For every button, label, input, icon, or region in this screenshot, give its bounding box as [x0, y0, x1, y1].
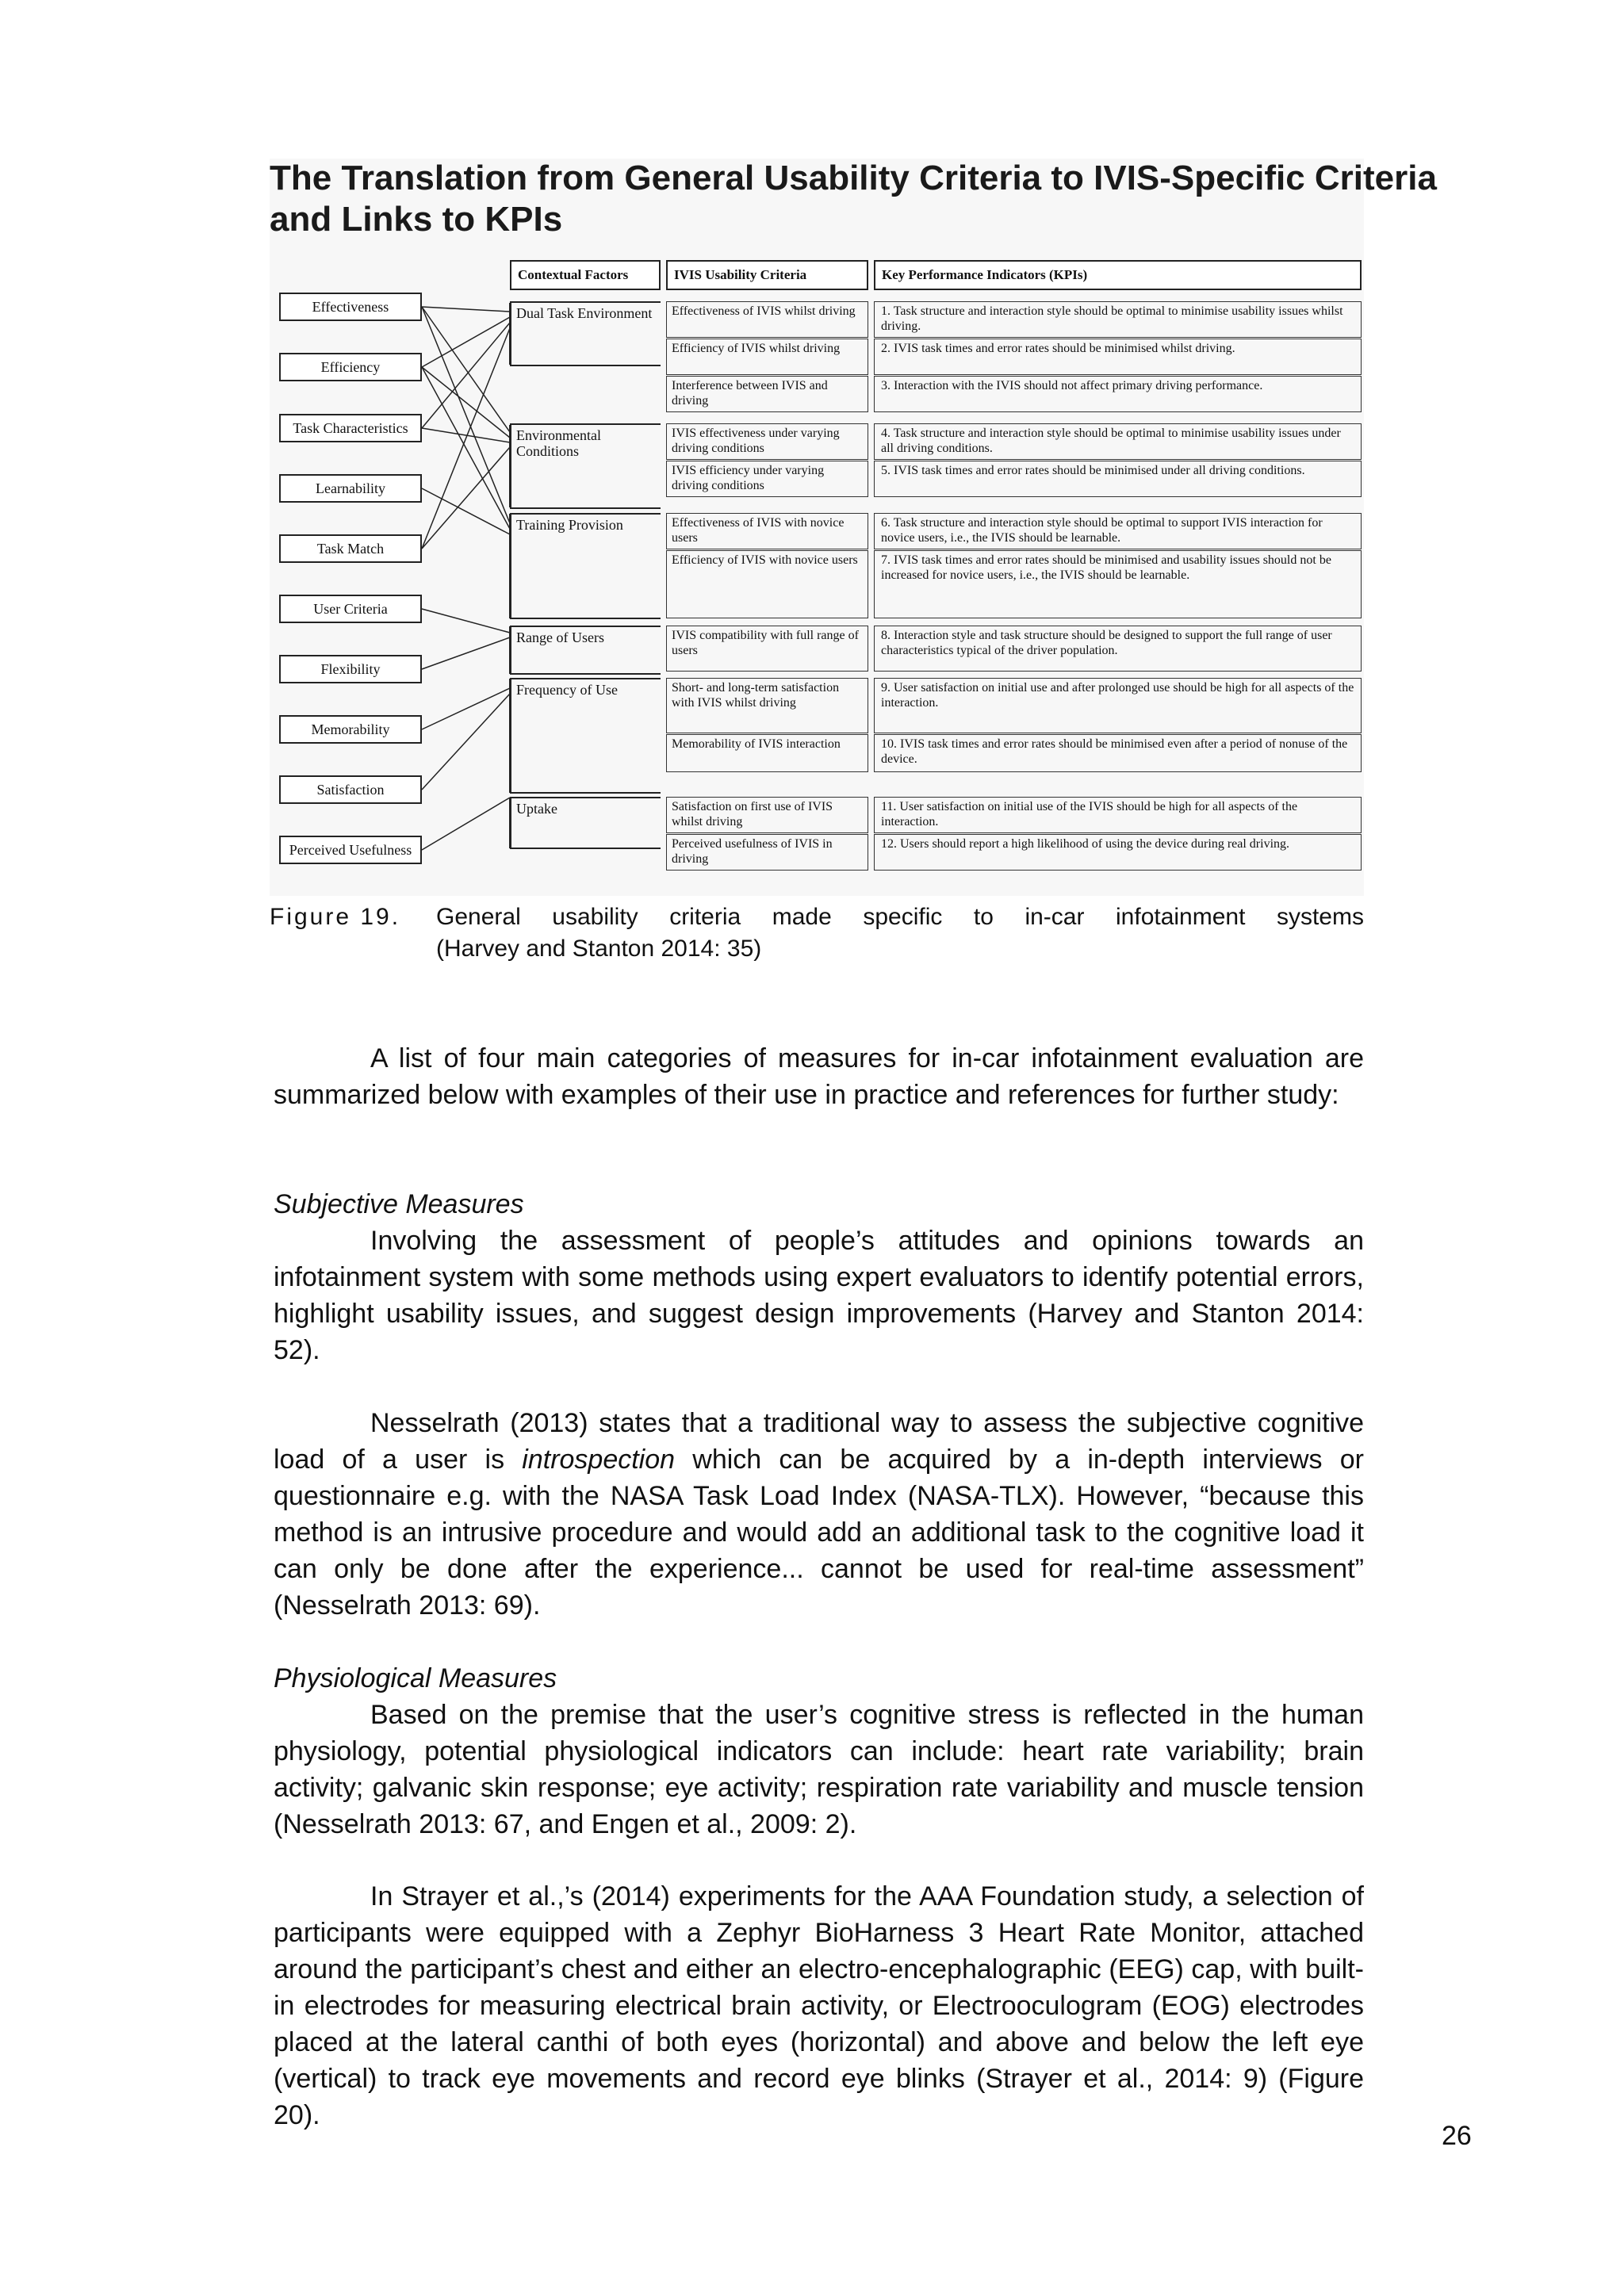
- ivis-criterion: Memorability of IVIS interaction: [666, 734, 868, 772]
- connector-line: [422, 307, 510, 432]
- criterion-flexibility: Flexibility: [279, 655, 422, 683]
- header-contextual-factors: Contextual Factors: [510, 260, 661, 290]
- criterion-effectiveness: Effectiveness: [279, 293, 422, 321]
- ivis-criterion: Efficiency of IVIS with novice users: [666, 550, 868, 618]
- criterion-satisfaction: Satisfaction: [279, 775, 422, 804]
- kpi-item: 10. IVIS task times and error rates should be minimised even after a period of nonuse of the device.: [874, 734, 1362, 772]
- connector-line: [422, 637, 510, 669]
- kpi-item: 11. User satisfaction on initial use of the IVIS should be high for all aspects of the interaction.: [874, 797, 1362, 833]
- page-number: 26: [1442, 2121, 1472, 2151]
- subjective-paragraph-2: [274, 1405, 1364, 1624]
- context-frequency-of-use: Frequency of Use: [510, 678, 661, 794]
- ivis-criterion: Satisfaction on first use of IVIS whilst driving: [666, 797, 868, 833]
- context-environmental-conditions: Environmental Conditions: [510, 423, 661, 509]
- criterion-task-match: Task Match: [279, 534, 422, 563]
- criterion-learnability: Learnability: [279, 474, 422, 503]
- kpi-item: 1. Task structure and interaction style should be optimal to minimise usability issues whilst driving.: [874, 301, 1362, 338]
- ivis-criterion: Efficiency of IVIS whilst driving: [666, 339, 868, 375]
- kpi-item: 4. Task structure and interaction style should be optimal to minimise usability issues under all driving conditions.: [874, 423, 1362, 460]
- physiological-paragraph-2: In Strayer et al.,’s (2014) experiments for the AAA Foundation study, a selection of participants were equipped with a Zephyr BioHarness 3 Heart Rate Monitor, attached around the participant’s chest and either an electro-encephalographic (EEG) cap, with built-in electrodes for measuring electrical brain activity, or Electrooculogram (EOG) electrodes placed at the lateral canthi of both eyes (horizontal) and above and below the left eye (vertical) to track eye movements and record eye blinks (Strayer et al., 2014: 9) (Figure 20).: [274, 1881, 1364, 2130]
- ivis-criterion: IVIS compatibility with full range of users: [666, 626, 868, 672]
- connector-line: [422, 367, 510, 529]
- subjective-paragraph-1: Involving the assessment of people’s attitudes and opinions towards an infotainment system with some methods using expert evaluators to identify potential errors, highlight usability issues, and suggest design improvements (Harvey and Stanton 2014: 52).: [274, 1226, 1364, 1365]
- connector-line: [422, 328, 510, 549]
- kpi-item: 2. IVIS task times and error rates should be minimised whilst driving.: [874, 339, 1362, 375]
- ivis-criterion: Interference between IVIS and driving: [666, 376, 868, 412]
- criterion-efficiency: Efficiency: [279, 353, 422, 381]
- kpi-item: 6. Task structure and interaction style should be optimal to support IVIS interaction for novice users, i.e., the IVIS should be learnable.: [874, 513, 1362, 549]
- header-kpis: Key Performance Indicators (KPIs): [874, 260, 1362, 290]
- physiological-paragraph-1: Based on the premise that the user’s cognitive stress is reflected in the human physiology, potential physiological indicators can include: heart rate variability; brain activity; galvanic skin response; eye activity; respiration rate variability and muscle tension (Nesselrath 2013: 67, and Engen et al., 2009: 2).: [274, 1700, 1364, 1839]
- figure-number: Figure 19.: [270, 904, 401, 930]
- criterion-user-criteria: User Criteria: [279, 595, 422, 623]
- connector-line: [422, 694, 510, 790]
- context-range-of-users: Range of Users: [510, 626, 661, 675]
- figure-19: [270, 159, 1437, 896]
- connector-line: [422, 447, 510, 549]
- subjective-p2-italic: introspection: [522, 1445, 676, 1475]
- caption-line-1: General usability criteria made specific to in-car infotainment systems: [436, 904, 1364, 930]
- context-uptake: Uptake: [510, 797, 661, 849]
- ivis-criterion: IVIS efficiency under varying driving conditions: [666, 461, 868, 497]
- kpi-item: 12. Users should report a high likelihood of using the device during real driving.: [874, 834, 1362, 871]
- ivis-criterion: Effectiveness of IVIS whilst driving: [666, 301, 868, 338]
- section-heading-physiological: Physiological Measures: [274, 1663, 557, 1693]
- figure-caption: [270, 901, 1364, 962]
- ivis-criterion: IVIS effectiveness under varying driving conditions: [666, 423, 868, 460]
- kpi-item: 8. Interaction style and task structure should be designed to support the full range of user characteristics typical of the driver population.: [874, 626, 1362, 672]
- figure-title-line-2: and Links to KPIs: [270, 200, 563, 239]
- criterion-memorability: Memorability: [279, 715, 422, 744]
- header-ivis-usability-criteria: IVIS Usability Criteria: [666, 260, 868, 290]
- connector-line: [422, 798, 510, 850]
- figure-title-line-1: The Translation from General Usability Criteria to IVIS-Specific Criteria: [270, 159, 1437, 197]
- criterion-perceived-usefulness: Perceived Usefulness: [279, 836, 422, 864]
- connector-line: [422, 428, 510, 442]
- context-dual-task-environment: Dual Task Environment: [510, 301, 661, 366]
- intro-paragraph: A list of four main categories of measures for in-car infotainment evaluation are summarized below with examples of their use in practice and references for further study:: [274, 1043, 1364, 1110]
- context-training-provision: Training Provision: [510, 513, 661, 619]
- subjective-p2-text-a: Nesselrath (2013) states that a traditional way to assess the subjective cognitive load of a user is: [274, 1408, 1364, 1475]
- section-heading-subjective: Subjective Measures: [274, 1189, 524, 1219]
- kpi-item: 3. Interaction with the IVIS should not affect primary driving performance.: [874, 376, 1362, 412]
- criterion-task-characteristics: Task Characteristics: [279, 414, 422, 442]
- ivis-criterion: Effectiveness of IVIS with novice users: [666, 513, 868, 549]
- ivis-criterion: Short- and long-term satisfaction with IVIS whilst driving: [666, 678, 868, 733]
- kpi-item: 9. User satisfaction on initial use and after prolonged use should be high for all aspects of the interaction.: [874, 678, 1362, 733]
- caption-line-2: (Harvey and Stanton 2014: 35): [436, 936, 762, 962]
- connector-line: [422, 367, 510, 438]
- connector-line: [422, 488, 510, 534]
- subjective-p2-text-b: which can be acquired by a in-depth interviews or questionnaire e.g. with the NASA Task Load Index (NASA-TLX). However, “because this method is an intrusive procedure and would add an additional task to the cognitive load it can only be done after the experience... cannot be used for real-time assessment” (Nesselrath 2013: 69).: [274, 1445, 1364, 1621]
- ivis-criterion: Perceived usefulness of IVIS in driving: [666, 834, 868, 871]
- kpi-item: 5. IVIS task times and error rates should be minimised under all driving conditions.: [874, 461, 1362, 497]
- kpi-item: 7. IVIS task times and error rates should be minimised and usability issues should not be increased for novice users, i.e., the IVIS should be learnable.: [874, 550, 1362, 618]
- connector-line: [422, 609, 510, 633]
- connector-line: [422, 307, 510, 312]
